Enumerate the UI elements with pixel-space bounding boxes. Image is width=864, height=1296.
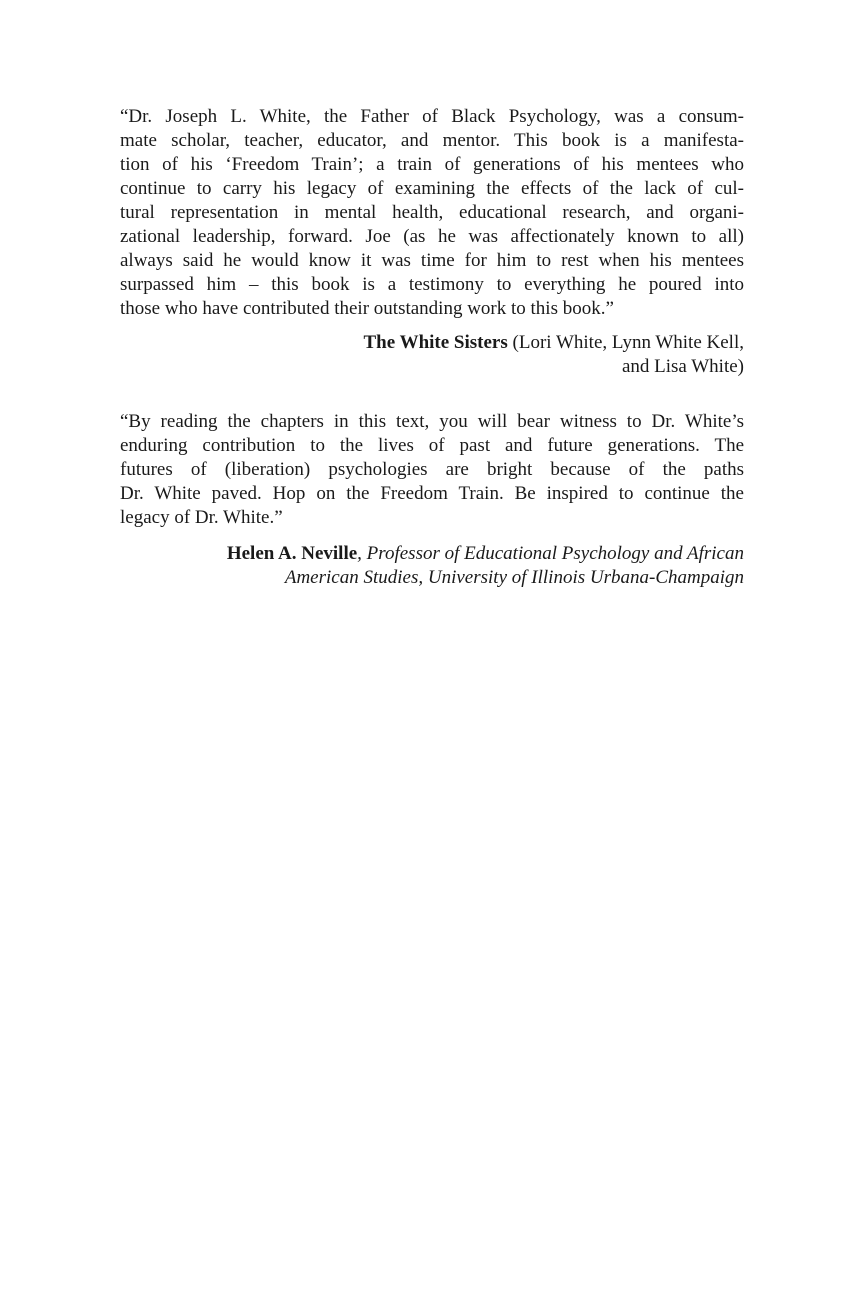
quote-line: zational leadership, forward. Joe (as he was affectionately known to all) <box>120 226 744 247</box>
quote-line: always said he would know it was time for him to rest when his mentees <box>120 250 744 271</box>
attribution-detail-line2: and Lisa White) <box>621 356 744 377</box>
endorsement-attribution-1 <box>120 331 744 379</box>
endorsement-attribution-2 <box>120 542 744 590</box>
quote-line: Dr. White paved. Hop on the Freedom Train. Be inspired to continue the <box>120 483 744 504</box>
attribution-detail: (Lori White, Lynn White Kell, <box>507 332 744 353</box>
quote-line: continue to carry his legacy of examining the effects of the lack of cul- <box>120 178 744 199</box>
quote-line: legacy of Dr. White.” <box>120 507 283 528</box>
quote-line: surpassed him – this book is a testimony to everything he poured into <box>120 274 744 295</box>
quote-line: those who have contributed their outstanding work to this book.” <box>120 298 614 319</box>
attribution-name: The White Sisters <box>363 332 508 353</box>
endorsement-quote-2 <box>120 410 744 530</box>
quote-line: mate scholar, teacher, educator, and mentor. This book is a manifesta- <box>120 130 744 151</box>
attribution-detail-line2: American Studies, University of Illinois Urbana-Champaign <box>284 567 744 588</box>
quote-line: tion of his ‘Freedom Train’; a train of generations of his mentees who <box>120 154 744 175</box>
quote-line: tural representation in mental health, educational research, and organi- <box>120 202 744 223</box>
quote-line: enduring contribution to the lives of past and future generations. The <box>120 435 744 456</box>
attribution-name: Helen A. Neville <box>226 543 358 564</box>
endorsements-page <box>120 105 744 590</box>
quote-line: “By reading the chapters in this text, you will bear witness to Dr. White’s <box>120 411 744 432</box>
quote-line: futures of (liberation) psychologies are bright because of the paths <box>120 459 744 480</box>
endorsement-quote-1 <box>120 105 744 321</box>
attribution-detail: , Professor of Educational Psychology and African <box>357 543 744 564</box>
quote-line: “Dr. Joseph L. White, the Father of Black Psychology, was a consum- <box>120 106 744 127</box>
